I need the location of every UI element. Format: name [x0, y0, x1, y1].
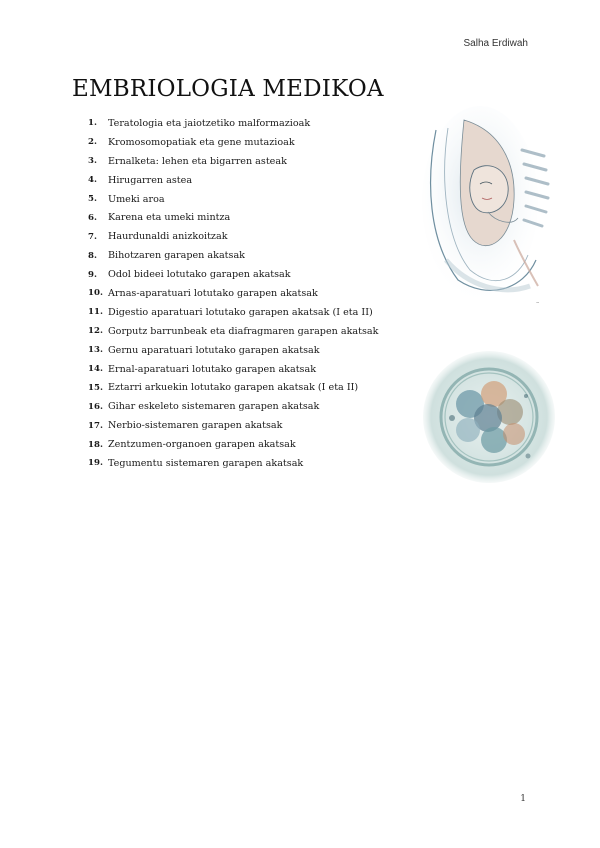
chapter-number: 14. [88, 364, 103, 375]
chapter-number: 10. [88, 288, 103, 299]
chapter-item [88, 265, 378, 284]
chapter-title: Haurdunaldi anizkoitzak [108, 231, 228, 243]
chapter-item [88, 360, 378, 379]
fetus-illustration [418, 90, 558, 308]
chapter-item [88, 227, 378, 246]
chapter-number: 16. [88, 401, 103, 412]
chapter-item [88, 190, 378, 209]
chapter-list [88, 114, 378, 473]
chapter-title: Gihar eskeleto sistemaren garapen akatsak [108, 401, 320, 413]
chapter-number: 2. [88, 137, 97, 148]
chapter-item [88, 416, 378, 435]
chapter-item [88, 246, 378, 265]
page-title: EMBRIOLOGIA MEDIKOA [72, 76, 384, 102]
chapter-item [88, 341, 378, 360]
chapter-number: 8. [88, 250, 97, 261]
morula-illustration [418, 344, 560, 490]
chapter-item [88, 284, 378, 303]
chapter-item [88, 435, 378, 454]
chapter-title: Zentzumen-organoen garapen akatsak [108, 439, 296, 451]
chapter-title: Nerbio-sistemaren garapen akatsak [108, 420, 283, 432]
chapter-item [88, 114, 378, 133]
chapter-title: Teratologia eta jaiotzetiko malformazioak [108, 117, 311, 129]
chapter-item [88, 171, 378, 190]
chapter-item [88, 133, 378, 152]
chapter-number: 6. [88, 212, 97, 223]
chapter-title: Bihotzaren garapen akatsak [108, 250, 245, 262]
author-name: Salha Erdiwah [463, 38, 528, 49]
chapter-number: 12. [88, 326, 103, 337]
chapter-title: Ernalketa: lehen eta bigarren asteak [108, 155, 287, 167]
chapter-number: 3. [88, 156, 97, 167]
chapter-item [88, 397, 378, 416]
chapter-title: Odol bideei lotutako garapen akatsak [108, 269, 291, 281]
chapter-title: Gorputz barrunbeak eta diafragmaren garapen akatsak [108, 325, 379, 337]
chapter-title: Hirugarren astea [108, 174, 193, 186]
chapter-number: 19. [88, 458, 103, 469]
chapter-title: Tegumentu sistemaren garapen akatsak [108, 457, 304, 469]
chapter-number: 18. [88, 439, 103, 450]
chapter-title: Kromosomopatiak eta gene mutazioak [108, 136, 295, 148]
chapter-title: Ernal-aparatuari lotutako garapen akatsak [108, 363, 317, 375]
chapter-item [88, 378, 378, 397]
chapter-number: 7. [88, 231, 97, 242]
chapter-number: 1. [88, 118, 97, 129]
chapter-number: 17. [88, 420, 103, 431]
chapter-number: 13. [88, 345, 103, 356]
chapter-title: Eztarri arkuekin lotutako garapen akatsak (I eta II) [108, 382, 359, 394]
chapter-number: 4. [88, 175, 97, 186]
chapter-title: Karena eta umeki mintza [108, 212, 231, 224]
chapter-number: 9. [88, 269, 97, 280]
chapter-title: Digestio aparatuari lotutako garapen akatsak (I eta II) [108, 306, 373, 318]
chapter-title: Gernu aparatuari lotutako garapen akatsak [108, 344, 320, 356]
chapter-title: Umeki aroa [108, 193, 165, 205]
chapter-item [88, 303, 378, 322]
chapter-item [88, 152, 378, 171]
page-number: 1 [520, 794, 526, 804]
svg-text:~: ~ [536, 300, 540, 305]
chapter-title: Arnas-aparatuari lotutako garapen akatsak [108, 287, 318, 299]
chapter-item [88, 322, 378, 341]
chapter-number: 15. [88, 382, 103, 393]
chapter-number: 5. [88, 194, 97, 204]
chapter-number: 11. [88, 307, 103, 318]
chapter-item [88, 454, 378, 473]
chapter-item [88, 208, 378, 227]
